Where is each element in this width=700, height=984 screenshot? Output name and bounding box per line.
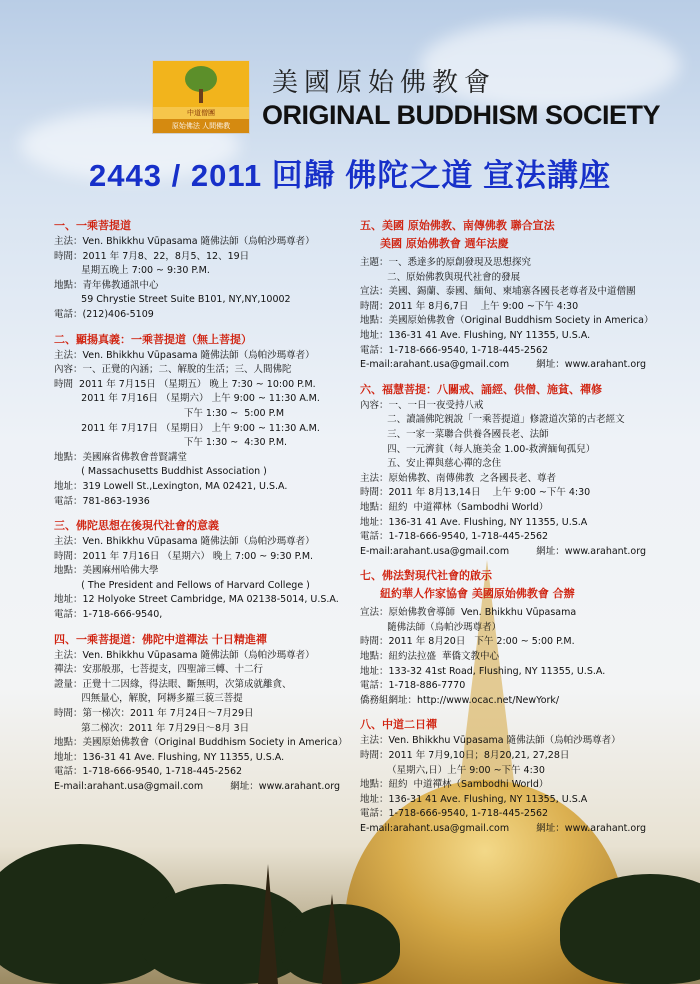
logo-caption-top: 中道僧團 [153, 107, 249, 119]
detail-line: 時間：第一梯次：2011 年 7月24日～7月29日 [54, 708, 254, 720]
event-section [360, 717, 660, 836]
detail-line: 主法：Ven. Bhikkhu Vūpasama 隨佛法師（烏帕沙瑪尊者） [360, 735, 621, 747]
detail-line: 地點：紐約 中道禪林（Sambodhi World） [360, 501, 549, 513]
detail-line: 內容：一、一日一夜受持八戒 [360, 399, 484, 411]
event-section [54, 518, 354, 623]
detail-line: 地址：136-31 41 Ave. Flushing, NY 11355, U.S.A [360, 793, 588, 805]
detail-line: 電話：1-718-666-9540, [54, 609, 163, 621]
detail-line: 隨佛法師（烏帕沙瑪尊者） [360, 621, 502, 633]
logo-caption-bottom: 原始佛法 人間佛教 [153, 119, 249, 133]
section-heading: 四、一乘菩提道：佛陀中道禪法 十日精進禪 [54, 632, 267, 646]
event-section [360, 382, 660, 560]
detail-line: 主法：Ven. Bhikkhu Vūpasama 隨佛法師（烏帕沙瑪尊者） [54, 349, 315, 361]
section-subheading: 美國 原始佛教會 週年法慶 [380, 237, 509, 250]
detail-line: 下午 1:30 ~ 5:00 P.M [54, 407, 285, 419]
detail-line: ( Massachusetts Buddhist Association ) [54, 466, 267, 478]
detail-line: 內容：一、正覺的內涵；二、解脫的生活；三、人間佛陀 [54, 364, 292, 376]
detail-line: 地址：133-32 41st Road, Flushing, NY 11355, U.S.A. [360, 665, 606, 677]
detail-line: 主法：Ven. Bhikkhu Vūpasama 隨佛法師（烏帕沙瑪尊者） [54, 649, 315, 661]
detail-line: 2011 年 7月16日 （星期六） 上午 9:00 ~ 11:30 A.M. [54, 393, 320, 405]
detail-line: ( The President and Fellows of Harvard College ) [54, 579, 310, 591]
detail-line: 2011 年 7月17日 （星期日） 上午 9:00 ~ 11:30 A.M. [54, 422, 320, 434]
event-section [54, 632, 354, 795]
detail-line: 宣法：美國、錫蘭、泰國、緬甸、柬埔寨各國長老尊者及中道僧團 [360, 286, 636, 298]
left-column [54, 218, 354, 804]
detail-line: E-mail:arahant.usa@gmail.com 網址：www.arahant.org [360, 545, 647, 557]
detail-line: 電話：(212)406-5109 [54, 308, 154, 320]
section-heading: 二、顯揚真義：一乘菩提道（無上菩提） [54, 332, 252, 346]
detail-line: 電話：1-718-886-7770 [360, 680, 466, 692]
event-section [54, 332, 354, 510]
detail-line: 禪法：安那般那，七菩提支，四聖諦三轉、十二行 [54, 664, 264, 676]
event-section [360, 218, 660, 373]
detail-line: 地址：136-31 41 Ave. Flushing, NY 11355, U.S.A [360, 516, 588, 528]
detail-line: 地點：美國麻省佛教會普賢講堂 [54, 451, 188, 463]
society-logo [152, 60, 250, 134]
detail-line: 宣法：原始佛教會導師 Ven. Bhikkhu Vūpasama [360, 607, 577, 619]
org-name-chinese: 美國原始佛教會 [272, 68, 497, 98]
detail-line: 僑務組網址：http://www.ocac.net/NewYork/ [360, 694, 560, 706]
detail-line: 主法：原始佛教、南傳佛教 之各國長老、尊者 [360, 472, 557, 484]
detail-line: 地點：美國原始佛教會（Original Buddhism Society in America） [54, 737, 348, 749]
detail-line: 電話：781-863-1936 [54, 495, 150, 507]
detail-line: 地點：美國麻州哈佛大學 [54, 565, 159, 577]
detail-line: 四、一元濟貧（每人施美金 1.00-救濟緬甸孤兒） [360, 443, 596, 455]
section-heading: 一、一乘菩提道 [54, 219, 131, 232]
detail-line: 電話：1-718-666-9540, 1-718-445-2562 [54, 766, 243, 778]
section-heading: 六、福慧菩提：八關戒、誦經、供僧、施貧、禪修 [360, 382, 602, 396]
detail-line: 地址：319 Lowell St.,Lexington, MA 02421, U.S.A. [54, 480, 288, 492]
detail-line: E-mail:arahant.usa@gmail.com 網址：www.arahant.org [54, 781, 341, 792]
detail-line: 時間：2011 年 7月9,10日；8月20,21, 27,28日 [360, 750, 570, 762]
section-subheading: 紐約華人作家協會 美國原始佛教會 合辦 [380, 587, 575, 601]
detail-line: 時間：2011 年 8月13,14日 上午 9:00 ~下午 4:30 [360, 487, 591, 499]
detail-line: 主法：Ven. Bhikkhu Vūpasama 隨佛法師（烏帕沙瑪尊者） [54, 536, 315, 548]
detail-line: 第二梯次：2011 年 7月29日～8月 3日 [54, 722, 250, 734]
detail-line: 地點：美國原始佛教會（Original Buddhism Society in America） [360, 315, 654, 327]
detail-line: 時間：2011 年 8月6,7日 上午 9:00 ~下午 4:30 [360, 300, 579, 312]
bodhi-tree-icon [153, 61, 249, 107]
org-name-english: ORIGINAL BUDDHISM SOCIETY [262, 100, 661, 130]
section-heading: 五、美國 原始佛教、南傳佛教 聯合宣法 [360, 219, 555, 232]
section-heading: 八、中道二日禪 [360, 718, 437, 732]
detail-line: 電話：1-718-666-9540, 1-718-445-2562 [360, 808, 549, 820]
detail-line: 時間：2011 年 8月20日 下午 2:00 ~ 5:00 P.M. [360, 636, 575, 648]
detail-line: 時間：2011 年 7月8、22，8月5、12、19日 [54, 250, 250, 262]
detail-line: 59 Chrystie Street Suite B101, NY,NY,10002 [54, 294, 291, 306]
detail-line: 二、原始佛教與現代社會的發展 [360, 271, 521, 283]
detail-line: 主題：一、悉達多的原創發現及思想探究 [360, 257, 532, 268]
detail-line: 時間：2011 年 7月16日 （星期六） 晚上 7:00 ~ 9:30 P.M. [54, 550, 314, 562]
detail-line: 電話：1-718-666-9540, 1-718-445-2562 [360, 344, 549, 356]
event-section [360, 568, 660, 708]
detail-line: 二、讀誦佛陀親說「一乘菩提道」修證道次第的古老經文 [360, 414, 625, 426]
detail-line: 地址：12 Holyoke Street Cambridge, MA 02138-5014, U.S.A. [54, 594, 339, 606]
detail-line: 地點：紐約 中道禪林（Sambodhi World） [360, 779, 549, 791]
detail-line: 地點：青年佛教通訊中心 [54, 279, 159, 291]
detail-line: E-mail:arahant.usa@gmail.com 網址：www.arahant.org [360, 823, 647, 834]
detail-line: 五、安止禪與慈心禪的念住 [360, 458, 502, 470]
detail-line: 地址：136-31 41 Ave. Flushing, NY 11355, U.S.A. [360, 329, 591, 341]
section-heading: 三、佛陀思想在後現代社會的意義 [54, 519, 219, 533]
section-heading: 七、佛法對現代社會的啟示 [360, 569, 492, 583]
page-title: 2443 / 2011 回歸 佛陀之道 宣法講座 [89, 158, 611, 193]
detail-line: 三、一家一菜聯合供養各國長老、法師 [360, 428, 549, 440]
detail-line: 地點：紐約法拉盛 華僑文教中心 [360, 651, 500, 663]
detail-line: 下午 1:30 ~ 4:30 P.M. [54, 437, 288, 449]
detail-line: 證量：正覺十二因緣，得法眼、斷無明，次第成就離貪、 [54, 678, 292, 690]
detail-line: 主法：Ven. Bhikkhu Vūpasama 隨佛法師（烏帕沙瑪尊者） [54, 236, 315, 247]
event-section [54, 218, 354, 323]
detail-line: 四無量心，解脫，阿耨多羅三藐三菩提 [54, 693, 243, 705]
detail-line: 時間 2011 年 7月15日 （星期五） 晚上 7:30 ~ 10:00 P.M. [54, 378, 316, 390]
detail-line: （星期六,日）上午 9:00 ~下午 4:30 [360, 764, 545, 776]
detail-line: 地址：136-31 41 Ave. Flushing, NY 11355, U.S.A. [54, 751, 285, 763]
detail-line: 電話：1-718-666-9540, 1-718-445-2562 [360, 531, 549, 543]
right-column [360, 218, 660, 846]
detail-line: E-mail:arahant.usa@gmail.com 網址：www.arahant.org [360, 359, 647, 371]
detail-line: 星期五晚上 7:00 ~ 9:30 P.M. [54, 265, 210, 277]
